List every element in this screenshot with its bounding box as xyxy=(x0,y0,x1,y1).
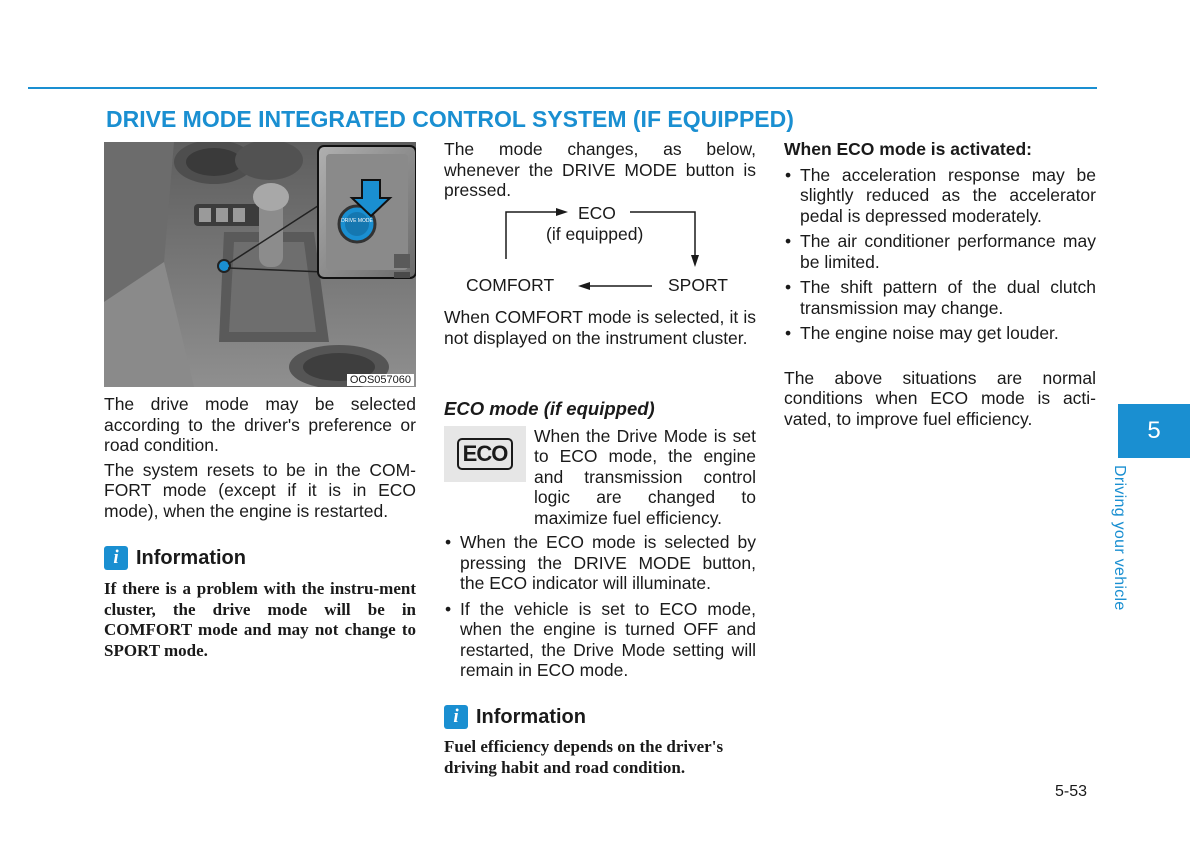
console-figure xyxy=(104,142,416,387)
info-icon: i xyxy=(444,705,468,729)
section-title: DRIVE MODE INTEGRATED CONTROL SYSTEM (IF EQUIPPED) xyxy=(106,106,794,132)
comfort-note-block xyxy=(444,307,756,348)
page-number: 5-53 xyxy=(1055,783,1088,800)
info-title-2: Information xyxy=(476,705,586,728)
drive-mode-intro: The drive mode may be selected according to the driver's preference or road condition. xyxy=(104,394,416,455)
column-1 xyxy=(104,394,416,521)
mode-comfort-label: COMFORT xyxy=(466,275,555,295)
eco-section xyxy=(444,399,756,686)
info-box-2 xyxy=(444,705,756,778)
eco-effects-list xyxy=(784,165,1096,344)
eco-bullet-list xyxy=(444,532,756,681)
list-item: • The shift pattern of the dual clutch transmission may change. xyxy=(784,277,1096,318)
mode-change-intro: The mode changes, as below, whenever the DRIVE MODE button is pressed. xyxy=(444,139,756,200)
comfort-note: When COMFORT mode is selected, it is not displayed on the instrument cluster. xyxy=(444,307,756,348)
info-heading-1 xyxy=(104,546,416,570)
info-box-1 xyxy=(104,546,416,661)
column-3 xyxy=(784,139,1096,429)
chapter-title: Driving your vehicle xyxy=(1111,465,1128,611)
eco-indicator-text: ECO xyxy=(457,438,514,470)
mode-cycle-diagram xyxy=(444,203,756,293)
button-text: DRIVE MODE xyxy=(341,218,373,224)
list-item: • The air conditioner performance may be limited. xyxy=(784,231,1096,272)
chapter-title-vertical xyxy=(1111,465,1151,625)
info-title-1: Information xyxy=(136,546,246,569)
chapter-number: 5 xyxy=(1147,417,1161,444)
reset-note: The system resets to be in the COM-FORT mode (except if it is in ECO mode), when the engine is restarted. xyxy=(104,459,416,521)
mode-eco-note: (if equipped) xyxy=(546,224,644,244)
column-2-intro xyxy=(444,139,756,201)
mode-sport-label: SPORT xyxy=(668,275,728,295)
list-item: • The acceleration response may be slightly reduced as the accelerator pedal is depressed moderately. xyxy=(784,165,1096,227)
eco-indicator-icon xyxy=(444,426,526,482)
eco-heading: ECO mode (if equipped) xyxy=(444,398,655,419)
eco-description: When the Drive Mode is set to ECO mode, the engine and transmission control logic are changed to maximize fuel efficiency. xyxy=(534,425,756,528)
info-text-1: If there is a problem with the instru-ment cluster, the drive mode will be in COMFORT mode and may not change to SPORT mode. xyxy=(104,579,416,660)
closing-note: The above situations are normal conditions when ECO mode is acti-vated, to improve fuel efficiency. xyxy=(784,367,1096,429)
header-rule xyxy=(28,87,1097,89)
mode-eco-label: ECO xyxy=(578,203,616,223)
center-console-illustration xyxy=(104,142,416,387)
info-icon: i xyxy=(104,546,128,570)
list-item: • When the ECO mode is selected by pressing the DRIVE MODE button, the ECO indicator will illuminate. xyxy=(444,532,756,594)
chapter-number-tab xyxy=(1118,404,1190,458)
info-text-2: Fuel efficiency depends on the driver's driving habit and road condition. xyxy=(444,737,724,777)
info-heading-2 xyxy=(444,705,756,729)
eco-activated-heading: When ECO mode is activated: xyxy=(784,139,1032,159)
list-item: • The engine noise may get louder. xyxy=(784,323,1096,344)
list-item: • If the vehicle is set to ECO mode, when the engine is turned OFF and restarted, the Drive Mode setting will remain in ECO mode. xyxy=(444,599,756,681)
figure-code: OOS057060 xyxy=(347,374,414,386)
